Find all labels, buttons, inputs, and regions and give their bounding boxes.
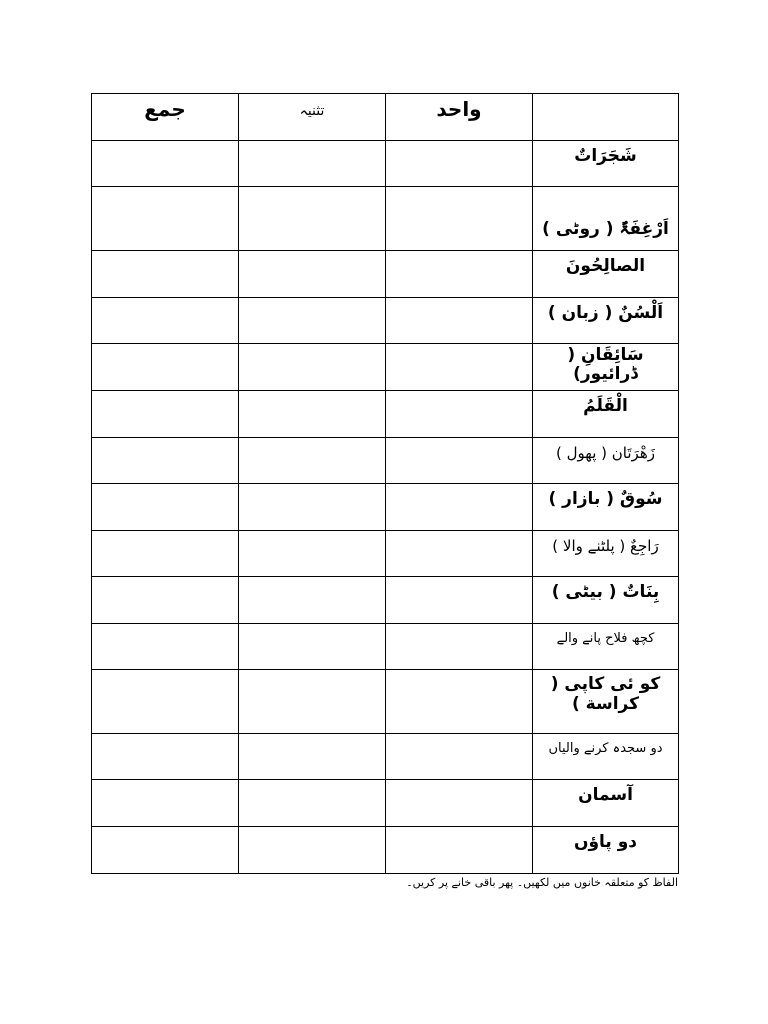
jam-cell[interactable] xyxy=(92,670,239,734)
table-row xyxy=(92,577,679,624)
header-tasniya: تثنیہ xyxy=(239,94,386,141)
table-row xyxy=(92,780,679,827)
given-word: دو سجدہ کرنے والیاں xyxy=(533,734,679,780)
table-row xyxy=(92,484,679,531)
given-word: بِنَاتٌ ( بیٹی ) xyxy=(533,577,679,624)
jam-cell[interactable] xyxy=(92,827,239,874)
jam-cell[interactable] xyxy=(92,344,239,391)
tasniya-cell[interactable] xyxy=(239,298,386,344)
table-row xyxy=(92,438,679,484)
wahid-cell[interactable] xyxy=(386,531,533,577)
wahid-cell[interactable] xyxy=(386,391,533,438)
jam-cell[interactable] xyxy=(92,484,239,531)
wahid-cell[interactable] xyxy=(386,298,533,344)
jam-cell[interactable] xyxy=(92,141,239,187)
table-row xyxy=(92,531,679,577)
jam-cell[interactable] xyxy=(92,734,239,780)
instruction-note: الفاظ کو متعلقہ خانوں میں لکھیں۔ پھر باقی خانے پر کریں۔ xyxy=(406,876,678,889)
tasniya-cell[interactable] xyxy=(239,187,386,251)
jam-cell[interactable] xyxy=(92,577,239,624)
header-jam: جمع xyxy=(92,94,239,141)
given-word: الْقَلَمُ xyxy=(533,391,679,438)
table-row xyxy=(92,298,679,344)
tasniya-cell[interactable] xyxy=(239,251,386,298)
tasniya-cell[interactable] xyxy=(239,734,386,780)
table-row xyxy=(92,734,679,780)
table-row xyxy=(92,141,679,187)
given-word: کچھ فلاح پانے والے xyxy=(533,624,679,670)
wahid-cell[interactable] xyxy=(386,141,533,187)
table-row xyxy=(92,187,679,251)
table-row xyxy=(92,670,679,734)
jam-cell[interactable] xyxy=(92,624,239,670)
given-word: الصالِحُونَ xyxy=(533,251,679,298)
table-row xyxy=(92,344,679,391)
given-word: کو ئی کاپی ( کراسة ) xyxy=(533,670,679,734)
wahid-cell[interactable] xyxy=(386,438,533,484)
tasniya-cell[interactable] xyxy=(239,780,386,827)
wahid-cell[interactable] xyxy=(386,577,533,624)
given-word: آسمان xyxy=(533,780,679,827)
wahid-cell[interactable] xyxy=(386,251,533,298)
wahid-cell[interactable] xyxy=(386,187,533,251)
tasniya-cell[interactable] xyxy=(239,670,386,734)
jam-cell[interactable] xyxy=(92,298,239,344)
tasniya-cell[interactable] xyxy=(239,391,386,438)
given-word: دو پاؤں xyxy=(533,827,679,874)
given-word: شَجَرَاتٌ xyxy=(533,141,679,187)
wahid-cell[interactable] xyxy=(386,827,533,874)
given-word: رَاجِعٌ ( پلٹنے والا ) xyxy=(533,531,679,577)
table-row xyxy=(92,391,679,438)
jam-cell[interactable] xyxy=(92,391,239,438)
given-word: سَائِقَانِ ( ڈرائیور) xyxy=(533,344,679,391)
table-row xyxy=(92,624,679,670)
jam-cell[interactable] xyxy=(92,438,239,484)
header-wahid: واحد xyxy=(386,94,533,141)
tasniya-cell[interactable] xyxy=(239,531,386,577)
given-word: اَلْسُنٌ ( زبان ) xyxy=(533,298,679,344)
wahid-cell[interactable] xyxy=(386,344,533,391)
tasniya-cell[interactable] xyxy=(239,827,386,874)
wahid-cell[interactable] xyxy=(386,670,533,734)
given-word: زَهْرَتَان ( پھول ) xyxy=(533,438,679,484)
tasniya-cell[interactable] xyxy=(239,484,386,531)
given-word: اَرْغِفَۃٌ ( روٹی ) xyxy=(533,187,679,251)
tasniya-cell[interactable] xyxy=(239,577,386,624)
wahid-cell[interactable] xyxy=(386,780,533,827)
jam-cell[interactable] xyxy=(92,187,239,251)
header-row xyxy=(92,94,679,141)
header-blank xyxy=(533,94,679,141)
jam-cell[interactable] xyxy=(92,251,239,298)
wahid-cell[interactable] xyxy=(386,734,533,780)
given-word: سُوقٌ ( بازار ) xyxy=(533,484,679,531)
table-row xyxy=(92,827,679,874)
worksheet-table xyxy=(91,93,679,874)
tasniya-cell[interactable] xyxy=(239,344,386,391)
wahid-cell[interactable] xyxy=(386,484,533,531)
tasniya-cell[interactable] xyxy=(239,141,386,187)
tasniya-cell[interactable] xyxy=(239,438,386,484)
jam-cell[interactable] xyxy=(92,531,239,577)
tasniya-cell[interactable] xyxy=(239,624,386,670)
table-row xyxy=(92,251,679,298)
jam-cell[interactable] xyxy=(92,780,239,827)
wahid-cell[interactable] xyxy=(386,624,533,670)
